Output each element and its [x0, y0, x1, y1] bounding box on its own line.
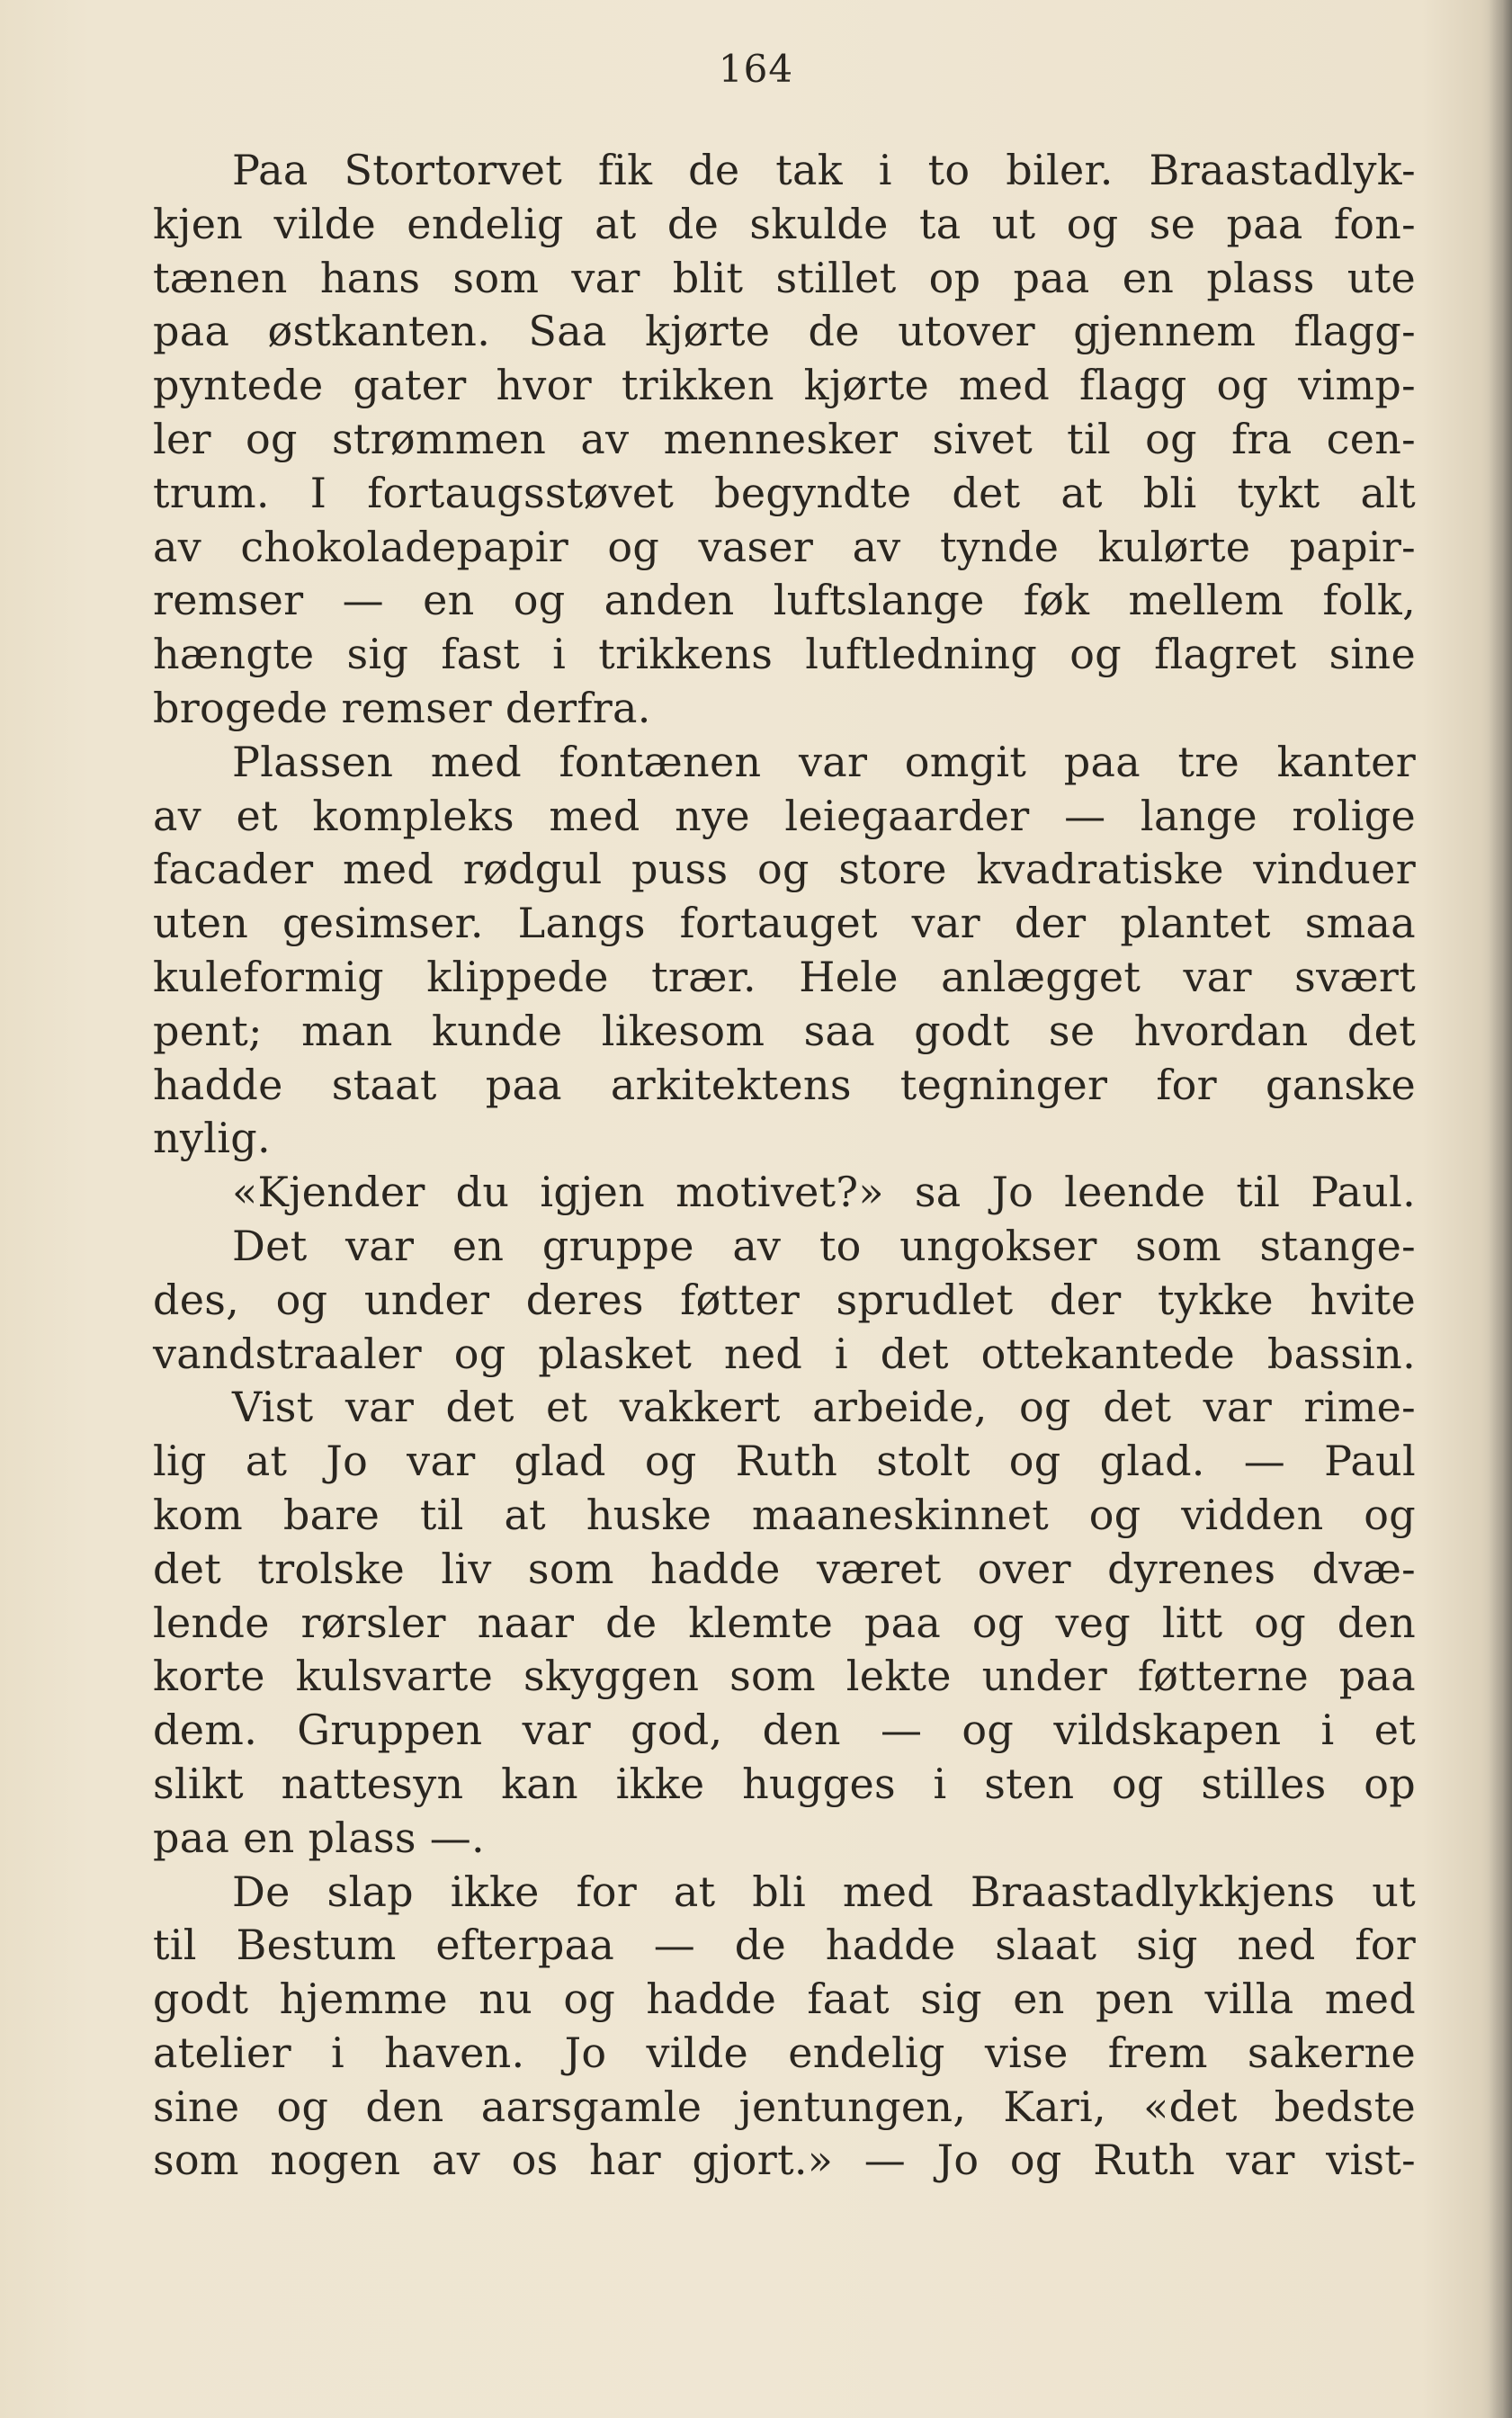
text-line: De slap ikke for at bli med Braastadlykkjens ut	[232, 1867, 1416, 1916]
text-line: trum. I fortaugsstøvet begyndte det at bli tykt alt	[153, 468, 1416, 517]
page-edge-shadow	[1489, 0, 1512, 2418]
text-line: tænen hans som var blit stillet op paa en plass ute	[153, 253, 1416, 302]
text-line: kuleformig klippede trær. Hele anlægget var svært	[153, 952, 1416, 1001]
text-line: paa en plass —.	[153, 1813, 485, 1862]
text-line: atelier i haven. Jo vilde endelig vise frem sakerne	[153, 2028, 1416, 2077]
text-line: sine og den aarsgamle jentungen, Kari, «det bedste	[153, 2082, 1416, 2131]
text-line: til Bestum efterpaa — de hadde slaat sig ned for	[153, 1921, 1416, 1970]
text-line: kom bare til at huske maaneskinnet og vidden og	[153, 1490, 1416, 1539]
text-line: facader med rødgul puss og store kvadratiske vinduer	[153, 845, 1416, 894]
text-line: «Kjender du igjen motivet?» sa Jo leende til Paul.	[232, 1168, 1416, 1217]
text-line: dem. Gruppen var god, den — og vildskapen i et	[153, 1706, 1416, 1755]
text-line: som nogen av os har gjort.» — Jo og Ruth var vist-	[153, 2136, 1416, 2185]
text-line: pyntede gater hvor trikken kjørte med flagg og vimp-	[153, 361, 1416, 410]
text-line: lende rørsler naar de klemte paa og veg litt og den	[153, 1598, 1416, 1647]
text-line: det trolske liv som hadde været over dyrenes dvæ-	[153, 1544, 1416, 1593]
text-line: hadde staat paa arkitektens tegninger for ganske	[153, 1060, 1416, 1109]
text-line: av chokoladepapir og vaser av tynde kulørte papir-	[153, 522, 1416, 571]
text-line: korte kulsvarte skyggen som lekte under føtterne paa	[153, 1652, 1416, 1701]
text-line: brogede remser derfra.	[153, 683, 651, 732]
text-line: godt hjemme nu og hadde faat sig en pen villa med	[153, 1975, 1416, 2024]
text-line: kjen vilde endelig at de skulde ta ut og se paa fon-	[153, 199, 1416, 248]
text-line: paa østkanten. Saa kjørte de utover gjennem flagg-	[153, 307, 1416, 356]
text-line: uten gesimser. Langs fortauget var der plantet smaa	[153, 899, 1416, 948]
text-line: des, og under deres føtter sprudlet der tykke hvite	[153, 1275, 1416, 1324]
text-line: vandstraaler og plasket ned i det ottekantede bassin.	[153, 1329, 1416, 1378]
body-text	[153, 144, 1416, 2188]
text-line: nylig.	[153, 1114, 271, 1163]
page-number: 164	[718, 47, 794, 91]
text-line: Paa Stortorvet fik de tak i to biler. Braastadlyk-	[232, 146, 1416, 194]
text-line: Det var en gruppe av to ungokser som stange-	[232, 1221, 1416, 1270]
text-line: Vist var det et vakkert arbeide, og det var rime-	[232, 1383, 1416, 1432]
text-line: ler og strømmen av mennesker sivet til og fra cen-	[153, 414, 1416, 463]
text-line: lig at Jo var glad og Ruth stolt og glad. — Paul	[153, 1437, 1416, 1486]
text-line: pent; man kunde likesom saa godt se hvordan det	[153, 1006, 1416, 1055]
text-line: remser — en og anden luftslange føk mellem folk,	[153, 576, 1416, 625]
text-line: Plassen med fontænen var omgit paa tre kanter	[232, 737, 1416, 786]
text-line: av et kompleks med nye leiegaarder — lange rolige	[153, 791, 1416, 840]
text-line: hængte sig fast i trikkens luftledning og flagret sine	[153, 630, 1416, 679]
text-line: slikt nattesyn kan ikke hugges i sten og stilles op	[153, 1759, 1416, 1808]
